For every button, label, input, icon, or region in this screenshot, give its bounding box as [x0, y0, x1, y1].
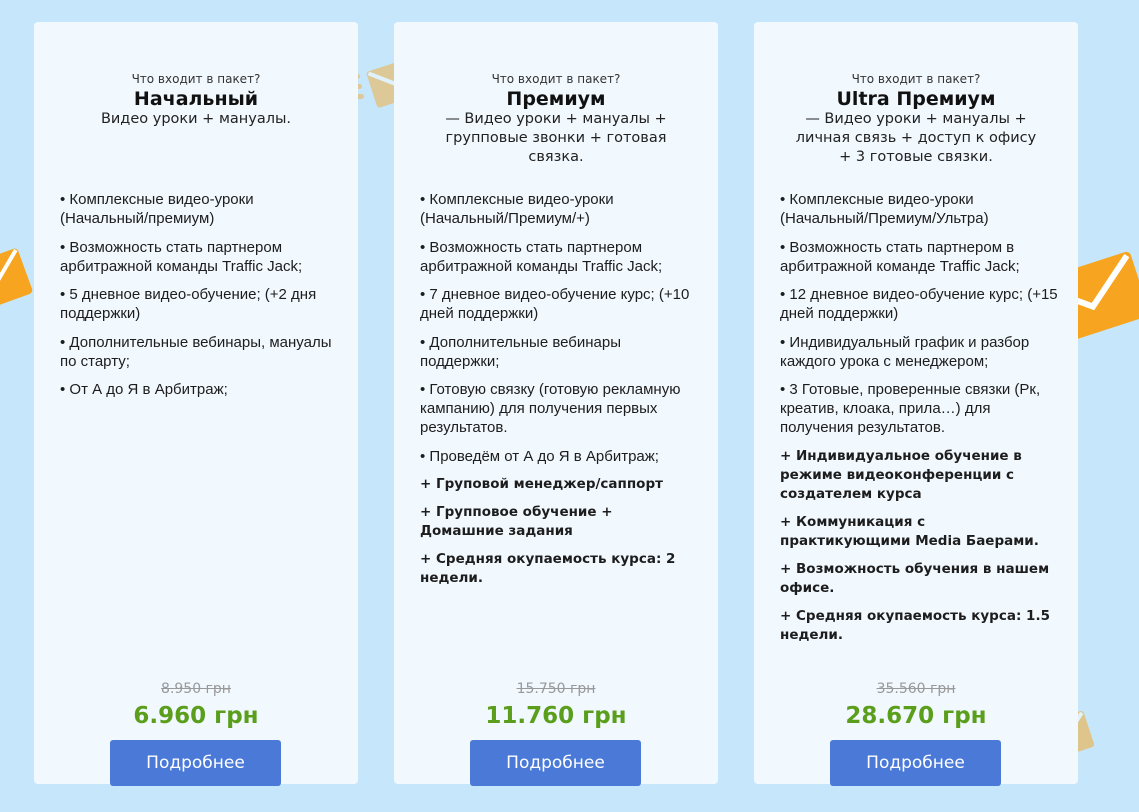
- feature-item: • Комплексные видео-уроки (Начальный/Премиум/Ультра): [780, 191, 989, 227]
- feature-item: • 12 дневное видео-обучение курс; (+15 дней поддержки): [780, 286, 1058, 322]
- feature-item: • 7 дневное видео-обучение курс; (+10 дней поддержки): [420, 286, 690, 322]
- plan-eyebrow: Что входит в пакет?: [131, 72, 261, 86]
- plan-subtitle: — Видео уроки + мануалы + групповые звонки + готовая связка.: [445, 111, 667, 165]
- plan-card-premium: [394, 22, 718, 784]
- details-button[interactable]: Подробнее: [110, 740, 281, 786]
- feature-item: + Групповое обучение + Домашние задания: [420, 504, 613, 539]
- plan-subtitle: — Видео уроки + мануалы + личная связь + доступ к офису + 3 готовые связки.: [795, 111, 1037, 165]
- old-price: 15.750 грн: [516, 681, 596, 697]
- old-price: 35.560 грн: [876, 681, 956, 697]
- feature-item: + Индивидуальное обучение в режиме видеоконференции с создателем курса: [780, 447, 1022, 502]
- feature-item: • 5 дневное видео-обучение; (+2 дня поддержки): [60, 286, 317, 322]
- feature-item: • Возможность стать партнером арбитражной команды Traffic Jack;: [420, 238, 663, 275]
- feature-item: + Средняя окупаемость курса: 2 недели.: [420, 551, 676, 586]
- feature-item: + Груповой менеджер/саппорт: [420, 476, 663, 492]
- feature-item: • 3 Готовые, проверенные связки (Рк, креатив, клоака, прила…) для получения результатов.: [780, 381, 1041, 436]
- details-button[interactable]: Подробнее: [830, 740, 1001, 786]
- feature-item: + Коммуникация с практикующими Media Баерами.: [780, 513, 1039, 549]
- feature-item: • Комплексные видео-уроки (Начальный/премиум): [60, 191, 254, 227]
- plan-title: Премиум: [506, 88, 606, 110]
- plan-eyebrow: Что входит в пакет?: [491, 72, 621, 86]
- feature-item: • Возможность стать партнером арбитражной команды Traffic Jack;: [60, 238, 303, 275]
- feature-list: [60, 190, 340, 409]
- feature-item: • Дополнительные вебинары, мануалы по старту;: [60, 333, 332, 370]
- feature-item: • От А до Я в Арбитраж;: [60, 381, 228, 398]
- feature-item: • Дополнительные вебинары поддержки;: [420, 333, 622, 370]
- feature-list: [420, 190, 700, 597]
- feature-item: • Индивидуальный график и разбор каждого урока с менеджером;: [780, 333, 1030, 370]
- price: 28.670 грн: [845, 703, 987, 729]
- plan-card-basic: [34, 22, 358, 784]
- feature-item: • Возможность стать партнером в арбитражной команде Traffic Jack;: [780, 238, 1020, 275]
- price: 6.960 грн: [133, 703, 259, 729]
- feature-item: • Готовую связку (готовую рекламную кампанию) для получения первых результатов.: [420, 381, 681, 436]
- feature-item: • Проведём от А до Я в Арбитраж;: [420, 447, 659, 465]
- plan-card-ultra: [754, 22, 1078, 784]
- plan-eyebrow: Что входит в пакет?: [851, 72, 981, 86]
- feature-list: [780, 190, 1060, 654]
- plan-title: Ultra Премиум: [836, 88, 996, 110]
- details-button[interactable]: Подробнее: [470, 740, 641, 786]
- plan-subtitle: Видео уроки + мануалы.: [100, 111, 292, 127]
- old-price: 8.950 грн: [161, 681, 231, 697]
- price: 11.760 грн: [485, 703, 627, 729]
- feature-item: • Комплексные видео-уроки (Начальный/Премиум/+): [420, 191, 614, 227]
- feature-item: + Средняя окупаемость курса: 1.5 недели.: [780, 607, 1050, 643]
- plan-title: Начальный: [133, 88, 259, 110]
- feature-item: + Возможность обучения в нашем офисе.: [780, 560, 1050, 596]
